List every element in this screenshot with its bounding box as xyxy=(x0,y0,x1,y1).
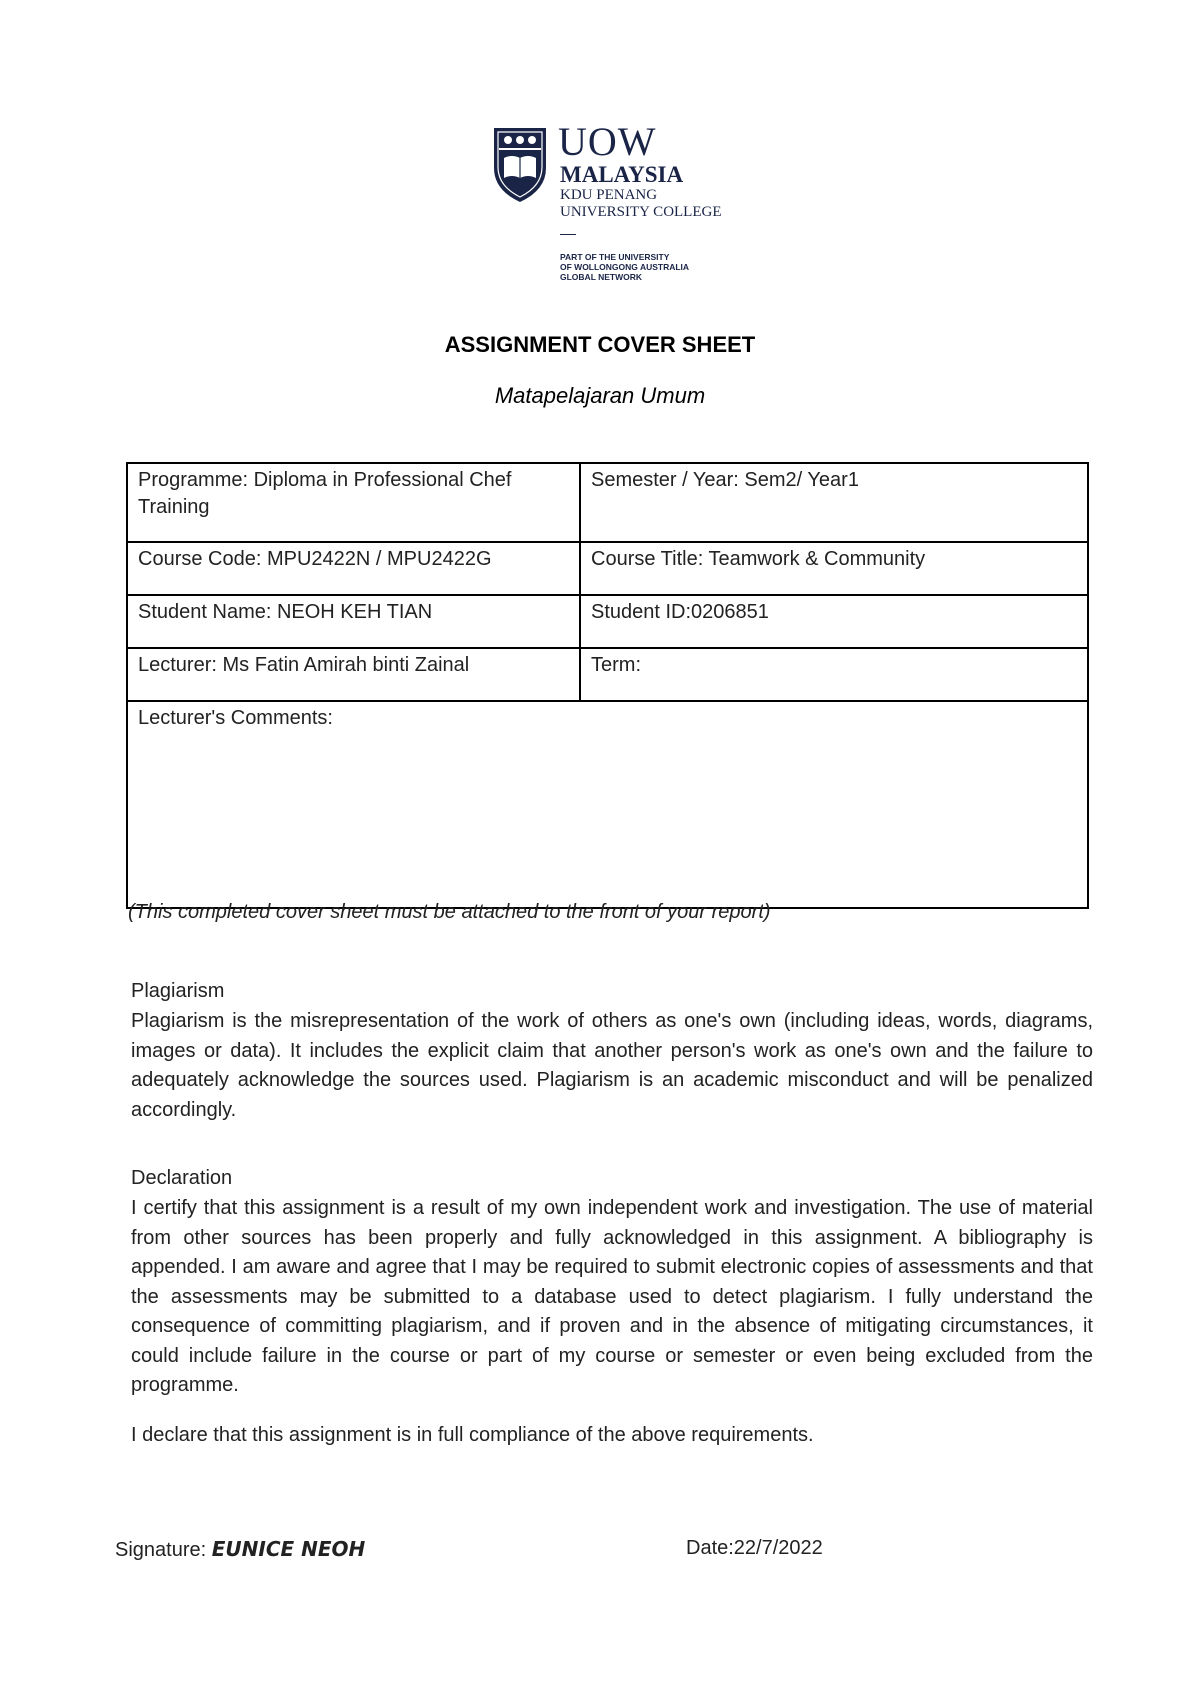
network-line: PART OF THE UNIVERSITY xyxy=(560,252,670,262)
info-table xyxy=(126,462,1089,909)
table-row xyxy=(127,595,1088,648)
declaration-paragraph: I certify that this assignment is a result of my own independent work and investigation. The use of material from other sources has been properly and fully acknowledged in this assignment. A bibliography is appended. I am aware and agree that I may be required to submit electronic copies of assessments and that the assessments may be submitted to a database used to detect plagiarism. I fully understand the consequence of committing plagiarism, and if proven and in the absence of mitigating circumstances, it could include failure in the course or part of my course or semester or even being excluded from the programme. xyxy=(131,1197,1093,1396)
lecturer-comments-cell: Lecturer's Comments: xyxy=(127,701,1088,908)
signature-value: EUNICE NEOH xyxy=(211,1537,366,1561)
logo-divider xyxy=(560,234,576,235)
logo-college-text: UNIVERSITY COLLEGE xyxy=(560,204,722,220)
course-title-cell: Course Title: Teamwork & Community xyxy=(580,542,1088,595)
table-row xyxy=(127,648,1088,701)
table-row xyxy=(127,701,1088,908)
programme-cell: Programme: Diploma in Professional Chef Training xyxy=(127,463,580,542)
document-subtitle: Matapelajaran Umum xyxy=(494,383,706,408)
network-line: OF WOLLONGONG AUSTRALIA xyxy=(560,262,690,272)
uow-logo xyxy=(490,119,760,294)
lecturer-cell: Lecturer: Ms Fatin Amirah binti Zainal xyxy=(127,648,580,701)
cover-sheet-note: (This completed cover sheet must be attached to the front of your report) xyxy=(128,901,771,923)
logo-network-text xyxy=(560,252,710,282)
logo-kdu-text: KDU PENANG xyxy=(560,187,658,203)
course-code-cell: Course Code: MPU2422N / MPU2422G xyxy=(127,542,580,595)
network-line: GLOBAL NETWORK xyxy=(560,272,643,282)
plagiarism-heading: Plagiarism xyxy=(131,980,225,1002)
table-row xyxy=(127,463,1088,542)
signature-line xyxy=(115,1537,365,1562)
crest-icon xyxy=(490,124,550,204)
date-field: Date:22/7/2022 xyxy=(686,1537,823,1559)
semester-cell: Semester / Year: Sem2/ Year1 xyxy=(580,463,1088,542)
term-cell: Term: xyxy=(580,648,1088,701)
document-title: ASSIGNMENT COVER SHEET xyxy=(444,332,756,357)
student-name-cell: Student Name: NEOH KEH TIAN xyxy=(127,595,580,648)
student-id-cell: Student ID:0206851 xyxy=(580,595,1088,648)
declaration-heading: Declaration xyxy=(131,1167,233,1189)
plagiarism-paragraph: Plagiarism is the misrepresentation of the work of others as one's own (including ideas, words, diagrams, images or data). It includes the explicit claim that another person's work as one's own and the failure to adequately acknowledge the sources used. Plagiarism is an academic misconduct and will be penalized accordingly. xyxy=(131,1010,1093,1121)
logo-malaysia-text: MALAYSIA xyxy=(560,162,684,187)
compliance-statement: I declare that this assignment is in full compliance of the above requirements. xyxy=(131,1424,814,1446)
signature-label: Signature: xyxy=(115,1539,212,1561)
logo-uow-text: UOW xyxy=(558,119,657,164)
table-row xyxy=(127,542,1088,595)
